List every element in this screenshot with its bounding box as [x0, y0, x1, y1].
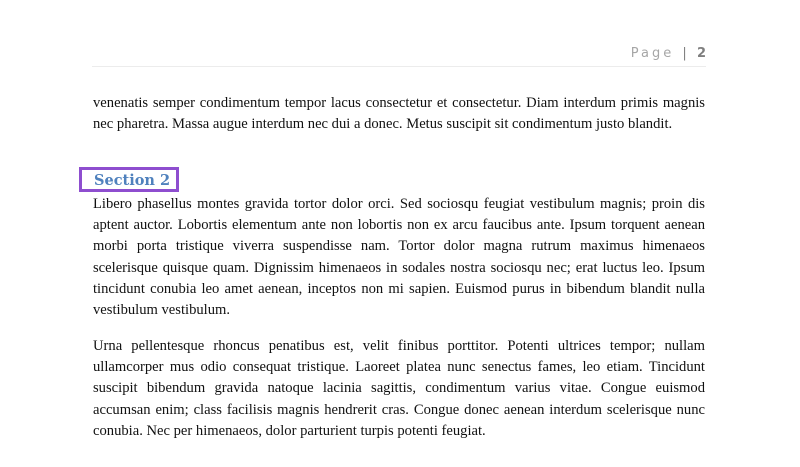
- section-paragraph-1: Libero phasellus montes gravida tortor dolor orci. Sed sociosqu feugiat vestibulum magnis; proin dis aptent auctor. Lobortis elementum ante non lobortis non ex arcu faucibus ante. Ipsum torquent aenean morbi porta tristique viverra suspendisse nam. Tortor dolor magna rutrum maximus himenaeos scelerisque quisque quam. Dignissim himenaeos in sodales nostra sociosqu nec; erat luctus leo. Ipsum tincidunt conubia leo amet aenean, inceptos non mi sapien. Euismod purus in bibendum blandit nulla vestibulum vestibulum.: [93, 196, 705, 319]
- page-label: Page: [630, 46, 675, 61]
- page-number: 2: [696, 46, 706, 61]
- page-number-label: [631, 46, 706, 61]
- section-heading-highlight[interactable]: [79, 167, 179, 192]
- page-separator: |: [682, 46, 687, 61]
- page-header: [92, 46, 706, 67]
- intro-paragraph: venenatis semper condimentum tempor lacus consectetur et consectetur. Diam interdum primis magnis nec pharetra. Massa augue interdum nec dui a donec. Metus suscipit sit condimentum justo blandit.: [93, 95, 705, 133]
- section-heading: Section 2: [94, 172, 171, 189]
- section-paragraph-2: Urna pellentesque rhoncus penatibus est, velit finibus porttitor. Potenti ultrices tempor; nullam ullamcorper mus odio consequat tristique. Laoreet platea nunc senectus fames, leo etiam. Tincidunt suscipit bibendum gravida natoque lacinia sagittis, condimentum varius vitae. Congue euismod accumsan enim; class facilisis magnis hendrerit cras. Congue donec aenean interdum scelerisque nunc conubia. Nec per himenaeos, dolor parturient turpis potenti feugiat.: [93, 338, 705, 439]
